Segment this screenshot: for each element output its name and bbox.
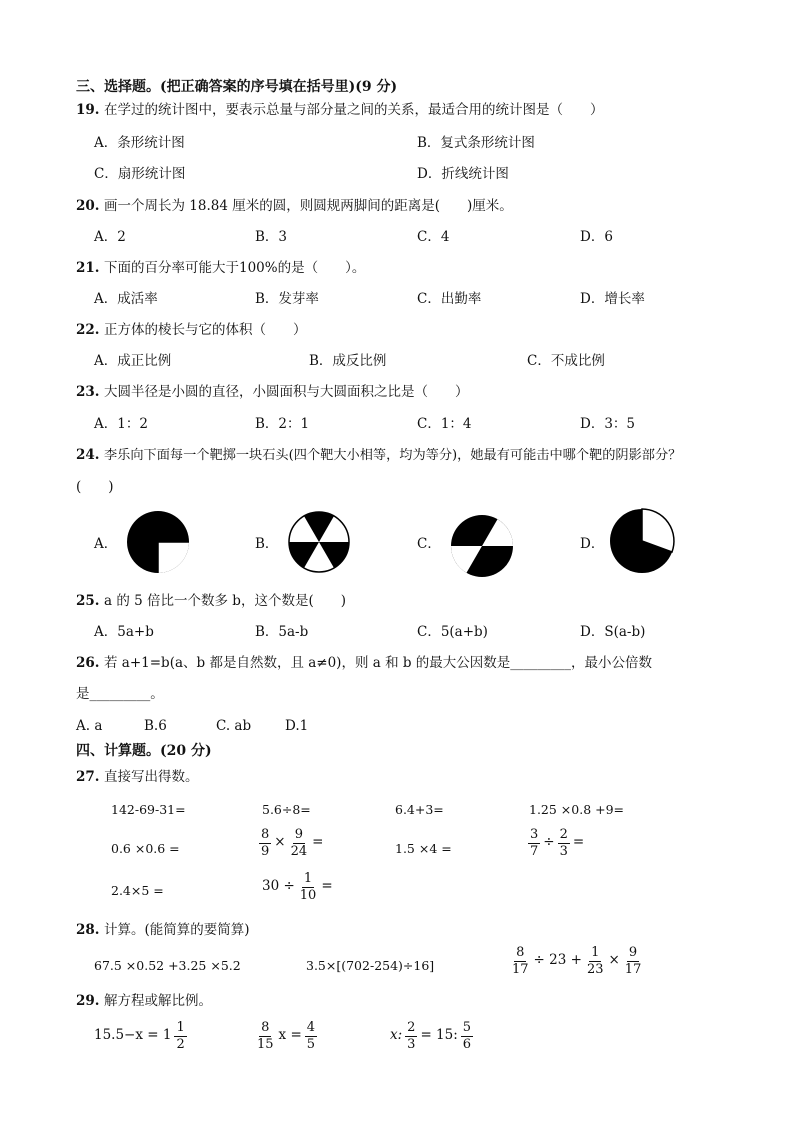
fraction: $\frac{1}{2}$ <box>176 1020 185 1052</box>
q27-number: 27. <box>76 769 100 785</box>
q23-option-c[interactable]: C．1：4 <box>417 416 472 432</box>
q19-option-c[interactable]: C．扇形统计图 <box>94 166 186 182</box>
q28-expr-1: 67.5 ×0.52 +3.25 ×5.2 <box>94 958 241 973</box>
fraction: $\frac{9}{24}$ <box>290 827 308 859</box>
q25-option-a[interactable]: A．5a+b <box>94 624 154 640</box>
q28-expr-3: $\frac{8}{17}$ ÷ 23 + $\frac{1}{23}$ × $\frac{9}{17}$ <box>512 945 642 977</box>
q21-text: 下面的百分率可能大于100%的是（ ）。 <box>104 260 366 276</box>
fraction: $\frac{1}{10}$ <box>299 871 317 903</box>
q23-option-a[interactable]: A．1：2 <box>94 416 148 432</box>
fraction: $\frac{8}{9}$ <box>261 827 270 859</box>
fraction: $\frac{8}{17}$ <box>512 945 529 977</box>
q27-fraction-expr-1: $\frac{8}{9}$ × $\frac{9}{24}$ = <box>261 827 324 859</box>
q20-option-a[interactable]: A．2 <box>94 229 126 245</box>
q19-option-a[interactable]: A．条形统计图 <box>94 135 185 151</box>
q27-item-2: 5.6÷8= <box>262 802 311 817</box>
q25-number: 25. <box>76 593 100 609</box>
q25-text: a 的 5 倍比一个数多 b，这个数是( ) <box>104 593 346 609</box>
q24-text: 李乐向下面每一个靶掷一块石头(四个靶大小相等，均为等分)，她最有可能击中哪个靶的阴影部分？ <box>104 448 682 463</box>
q26-option-b[interactable]: B.6 <box>144 718 167 734</box>
target-b-icon[interactable] <box>287 510 351 574</box>
q22-text: 正方体的棱长与它的体积（ ） <box>104 322 307 338</box>
q20-option-c[interactable]: C．4 <box>417 229 450 245</box>
q26-text-line2: 是_________。 <box>76 686 164 702</box>
q24-option-a[interactable]: A． <box>94 536 118 552</box>
fraction: $\frac{4}{5}$ <box>306 1020 316 1052</box>
q26-option-a[interactable]: A. a <box>76 718 103 734</box>
q29-equation-3: x: $\frac{2}{3}$ = 15: $\frac{5}{6}$ <box>390 1020 472 1052</box>
q26-option-d[interactable]: D.1 <box>285 718 309 734</box>
q27-item-7: 2.4×5 = <box>111 883 164 898</box>
q29-equation-1: 15.5−x = 1 $\frac{1}{2}$ <box>94 1020 185 1052</box>
q21-number: 21. <box>76 260 100 276</box>
q20-number: 20. <box>76 198 100 214</box>
q28-number: 28. <box>76 922 100 938</box>
q24-option-c[interactable]: C． <box>417 536 441 552</box>
fraction: $\frac{2}{3}$ <box>407 1020 416 1052</box>
q27-item-3: 6.4+3= <box>395 802 444 817</box>
q21-option-c[interactable]: C．出勤率 <box>417 291 482 307</box>
fraction: $\frac{3}{7}$ <box>530 827 539 859</box>
section-4-title: 四、计算题。(20 分) <box>76 743 212 759</box>
q22-option-a[interactable]: A．成正比例 <box>94 353 172 369</box>
q26-option-c[interactable]: C. ab <box>216 718 252 734</box>
fraction: $\frac{9}{17}$ <box>624 945 642 977</box>
q28-expr-2: 3.5×[(702-254)÷16] <box>306 958 435 973</box>
q20-text: 画一个周长为 18.84 厘米的圆，则圆规两脚间的距离是( )厘米。 <box>104 198 513 214</box>
q24-option-d[interactable]: D． <box>580 536 605 552</box>
q22-option-c[interactable]: C．不成比例 <box>527 353 605 369</box>
q19-text: 在学过的统计图中，要表示总量与部分量之间的关系，最适合用的统计图是（ ） <box>104 102 604 118</box>
q23-option-b[interactable]: B．2：1 <box>255 416 310 432</box>
q19-option-b[interactable]: B．复式条形统计图 <box>417 135 535 151</box>
q20-option-d[interactable]: D．6 <box>580 229 613 245</box>
q24-option-b[interactable]: B． <box>255 536 279 552</box>
q26-text: 若 a+1=b(a、b 都是自然数，且 a≠0)，则 a 和 b 的最大公因数是_________，最小公倍数 <box>104 655 653 671</box>
q20-option-b[interactable]: B．3 <box>255 229 288 245</box>
q25-option-c[interactable]: C．5(a+b) <box>417 624 488 640</box>
q19-number: 19. <box>76 102 100 118</box>
q21-option-d[interactable]: D．增长率 <box>580 291 645 307</box>
fraction: $\frac{8}{15}$ <box>257 1020 274 1052</box>
q27-item-4: 1.25 ×0.8 +9= <box>529 802 625 817</box>
q19-option-d[interactable]: D．折线统计图 <box>417 166 509 182</box>
target-d-icon[interactable] <box>608 507 676 575</box>
q29-number: 29. <box>76 993 100 1009</box>
q23-text: 大圆半径是小圆的直径，小圆面积与大圆面积之比是（ ） <box>104 384 469 400</box>
q23-option-d[interactable]: D．3：5 <box>580 416 636 432</box>
q27-fraction-expr-2: $\frac{3}{7}$ ÷ $\frac{2}{3}$ = <box>530 827 585 859</box>
q23-number: 23. <box>76 384 100 400</box>
q22-option-b[interactable]: B．成反比例 <box>309 353 387 369</box>
q28-text: 计算。(能简算的要简算) <box>104 922 250 938</box>
target-c-icon[interactable] <box>449 513 515 579</box>
q27-item-5: 0.6 ×0.6 = <box>111 841 180 856</box>
q25-option-b[interactable]: B．5a-b <box>255 624 309 640</box>
q27-text: 直接写出得数。 <box>104 769 199 785</box>
q27-item-6: 1.5 ×4 = <box>395 841 452 856</box>
q27-fraction-expr-3: 30 ÷ $\frac{1}{10}$ = <box>262 871 333 903</box>
fraction: $\frac{5}{6}$ <box>462 1020 472 1052</box>
q21-option-b[interactable]: B．发芽率 <box>255 291 319 307</box>
fraction: $\frac{2}{3}$ <box>559 827 568 859</box>
q25-option-d[interactable]: D．S(a-b) <box>580 624 646 640</box>
fraction: $\frac{1}{23}$ <box>586 945 604 977</box>
q24-answer-paren: ( ) <box>76 479 114 495</box>
q29-text: 解方程或解比例。 <box>104 993 212 1009</box>
q22-number: 22. <box>76 322 100 338</box>
q27-item-1: 142-69-31= <box>111 802 186 817</box>
q21-option-a[interactable]: A．成活率 <box>94 291 158 307</box>
q26-number: 26. <box>76 655 100 671</box>
target-a-icon[interactable] <box>125 509 191 575</box>
q29-equation-2: $\frac{8}{15}$ x = $\frac{4}{5}$ <box>257 1020 316 1052</box>
q24-number: 24. <box>76 447 100 463</box>
section-3-title: 三、选择题。(把正确答案的序号填在括号里)(9 分) <box>76 79 398 95</box>
